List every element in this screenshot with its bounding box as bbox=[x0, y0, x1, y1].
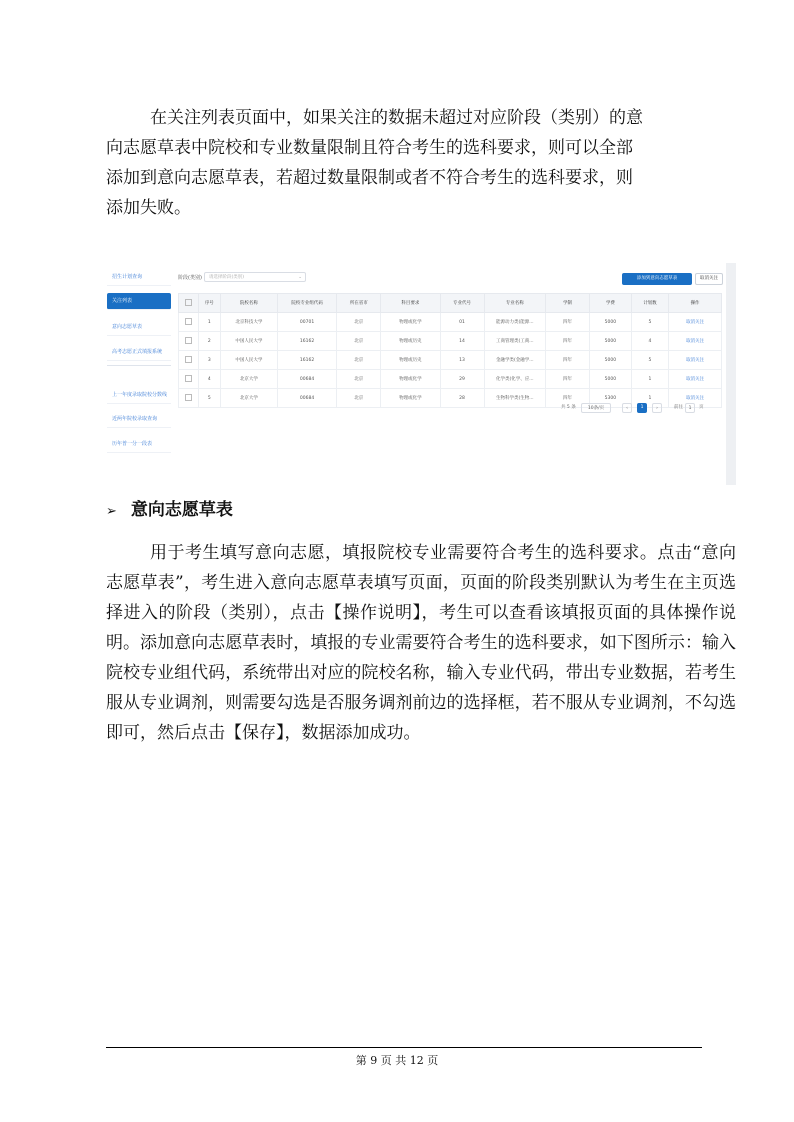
table-cell: 4 bbox=[631, 332, 668, 351]
table-cell: 四年 bbox=[546, 313, 590, 332]
table-cell: 四年 bbox=[546, 351, 590, 370]
goto-unit: 页 bbox=[699, 405, 704, 410]
current-page[interactable]: 1 bbox=[637, 403, 647, 413]
table-cell: 四年 bbox=[546, 389, 590, 408]
pager-total: 共 5 条 bbox=[561, 405, 576, 410]
sidebar bbox=[104, 263, 172, 485]
table-header bbox=[179, 294, 722, 313]
cancel-attention-link[interactable]: 取消关注 bbox=[669, 332, 722, 351]
table-cell: 中国人民大学 bbox=[220, 332, 277, 351]
table-cell: 5000 bbox=[590, 313, 632, 332]
table-cell: 能源动力类(能源... bbox=[484, 313, 546, 332]
table-cell: 物理或化学 bbox=[381, 370, 440, 389]
table-cell: 四年 bbox=[546, 370, 590, 389]
table-cell: 物理或化学 bbox=[381, 389, 440, 408]
cancel-attention-link[interactable]: 取消关注 bbox=[669, 351, 722, 370]
table-cell: 4 bbox=[198, 370, 220, 389]
table-cell: 北京 bbox=[337, 351, 381, 370]
cancel-attention-link[interactable]: 取消关注 bbox=[669, 313, 722, 332]
table-cell: 物理或化学 bbox=[381, 313, 440, 332]
table-cell: 5 bbox=[631, 351, 668, 370]
prev-page-icon[interactable]: ‹ bbox=[622, 403, 632, 413]
table-cell: 5000 bbox=[590, 332, 632, 351]
body-paragraph bbox=[106, 538, 736, 748]
cancel-attention-button[interactable]: 取消关注 bbox=[695, 273, 723, 285]
column-header: 科目要求 bbox=[381, 294, 440, 313]
column-header: 操作 bbox=[669, 294, 722, 313]
select-all-checkbox[interactable] bbox=[179, 294, 199, 313]
table-cell: 北京大学 bbox=[220, 370, 277, 389]
table-cell: 13 bbox=[440, 351, 484, 370]
table-cell: 16162 bbox=[277, 351, 336, 370]
table-cell: 化学类(化学、应... bbox=[484, 370, 546, 389]
column-header: 所在省市 bbox=[337, 294, 381, 313]
scrollbar-track[interactable] bbox=[726, 263, 736, 485]
table-cell: 工商管理类(工商... bbox=[484, 332, 546, 351]
table-cell: 北京 bbox=[337, 389, 381, 408]
sidebar-item-attention[interactable]: 关注列表 bbox=[107, 293, 171, 310]
table-cell: 物理或历史 bbox=[381, 332, 440, 351]
table-cell: 北京 bbox=[337, 370, 381, 389]
table-cell: 1 bbox=[198, 313, 220, 332]
section-title: 意向志愿草表 bbox=[130, 500, 233, 520]
attention-list-screenshot bbox=[104, 263, 736, 485]
table-cell: 01 bbox=[440, 313, 484, 332]
next-page-icon[interactable]: › bbox=[652, 403, 662, 413]
section-heading bbox=[106, 498, 233, 524]
cancel-attention-link[interactable]: 取消关注 bbox=[669, 370, 722, 389]
table-cell: 00684 bbox=[277, 370, 336, 389]
chevron-down-icon: ⌄ bbox=[298, 275, 302, 280]
table-cell: 14 bbox=[440, 332, 484, 351]
arrow-bullet-icon: ➢ bbox=[106, 504, 117, 519]
table-row bbox=[179, 313, 722, 332]
table-cell: 1 bbox=[631, 370, 668, 389]
sidebar-item-plan[interactable]: 招生计划查询 bbox=[107, 269, 171, 286]
column-header: 院校专业组代码 bbox=[277, 294, 336, 313]
table-row bbox=[179, 332, 722, 351]
filter-label: 阶段(类别) bbox=[178, 275, 202, 281]
table-row bbox=[179, 351, 722, 370]
table-cell: 物理或历史 bbox=[381, 351, 440, 370]
intro-line: 在关注列表页面中，如果关注的数据未超过对应阶段（类别）的意 bbox=[150, 108, 643, 128]
column-header: 专业代号 bbox=[440, 294, 484, 313]
table-cell: 5 bbox=[198, 389, 220, 408]
stage-placeholder: 请选择阶段(类别) bbox=[209, 275, 245, 280]
goto-label: 前往 bbox=[674, 405, 683, 410]
table-cell: 16162 bbox=[277, 332, 336, 351]
sidebar-divider bbox=[107, 365, 171, 366]
cancel-attention-link[interactable]: 取消关注 bbox=[669, 389, 722, 408]
intro-line: 向志愿草表中院校和专业数量限制且符合考生的选科要求，则可以全部 bbox=[106, 138, 633, 158]
page-footer: 第 9 页 共 12 页 bbox=[355, 1054, 439, 1067]
sidebar-item-formal[interactable]: 高考志愿正式填报系统 bbox=[107, 344, 171, 361]
table-cell: 5300 bbox=[590, 389, 632, 408]
sidebar-item-lastyear[interactable]: 上一年度录取院校分数线 bbox=[107, 387, 171, 404]
table-cell: 00684 bbox=[277, 389, 336, 408]
row-checkbox[interactable] bbox=[179, 313, 199, 332]
add-to-draft-button[interactable]: 添加到意向志愿草表 bbox=[622, 273, 692, 285]
table-cell: 北京大学 bbox=[220, 389, 277, 408]
intro-paragraph bbox=[106, 103, 706, 223]
column-header: 序号 bbox=[198, 294, 220, 313]
table-cell: 生物科学类(生物... bbox=[484, 389, 546, 408]
sidebar-item-history[interactable]: 历年普一分一段表 bbox=[107, 436, 171, 453]
table-cell: 北京 bbox=[337, 332, 381, 351]
table-cell: 5000 bbox=[590, 370, 632, 389]
attention-table bbox=[178, 293, 722, 408]
column-header: 计划数 bbox=[631, 294, 668, 313]
row-checkbox[interactable] bbox=[179, 332, 199, 351]
table-cell: 北京 bbox=[337, 313, 381, 332]
stage-select[interactable] bbox=[204, 272, 306, 282]
intro-line: 添加到意向志愿草表，若超过数量限制或者不符合考生的选科要求，则 bbox=[106, 168, 633, 188]
main-panel bbox=[178, 263, 726, 485]
table-cell: 2 bbox=[198, 332, 220, 351]
page-size-select[interactable]: 10条/页 bbox=[581, 403, 611, 413]
row-checkbox[interactable] bbox=[179, 370, 199, 389]
table-cell: 四年 bbox=[546, 332, 590, 351]
row-checkbox[interactable] bbox=[179, 389, 199, 408]
column-header: 院校名称 bbox=[220, 294, 277, 313]
column-header: 学费 bbox=[590, 294, 632, 313]
table-cell: 1 bbox=[631, 389, 668, 408]
footer-divider bbox=[106, 1047, 702, 1048]
intro-line: 添加失败。 bbox=[106, 198, 191, 218]
table-cell: 5000 bbox=[590, 351, 632, 370]
table-cell: 3 bbox=[198, 351, 220, 370]
column-header: 学制 bbox=[546, 294, 590, 313]
table-cell: 中国人民大学 bbox=[220, 351, 277, 370]
sidebar-item-twoyears[interactable]: 近两年院校录取查询 bbox=[107, 411, 171, 428]
table-cell: 金融学类(金融学... bbox=[484, 351, 546, 370]
table-cell: 28 bbox=[440, 389, 484, 408]
goto-input[interactable]: 1 bbox=[685, 403, 695, 413]
table-cell: 00701 bbox=[277, 313, 336, 332]
table-cell: 北京科技大学 bbox=[220, 313, 277, 332]
table-cell: 29 bbox=[440, 370, 484, 389]
sidebar-item-draft[interactable]: 意向志愿草表 bbox=[107, 319, 171, 336]
column-header: 专业名称 bbox=[484, 294, 546, 313]
row-checkbox[interactable] bbox=[179, 351, 199, 370]
table-row bbox=[179, 370, 722, 389]
table-cell: 5 bbox=[631, 313, 668, 332]
body-text: 用于考生填写意向志愿，填报院校专业需要符合考生的选科要求。点击“意向志愿草表”，考生进入意向志愿草表填写页面，页面的阶段类别默认为考生在主页选择进入的阶段（类别），点击【操作说明】，考生可以查看该填报页面的具体操作说明。添加意向志愿草表时，填报的专业需要符合考生的选科要求，如下图所示：输入院校专业组代码，系统带出对应的院校名称，输入专业代码，带出专业数据，若考生服从专业调剂，则需要勾选是否服务调剂前边的选择框，若不服从专业调剂，不勾选即可，然后点击【保存】，数据添加成功。 bbox=[106, 543, 736, 743]
